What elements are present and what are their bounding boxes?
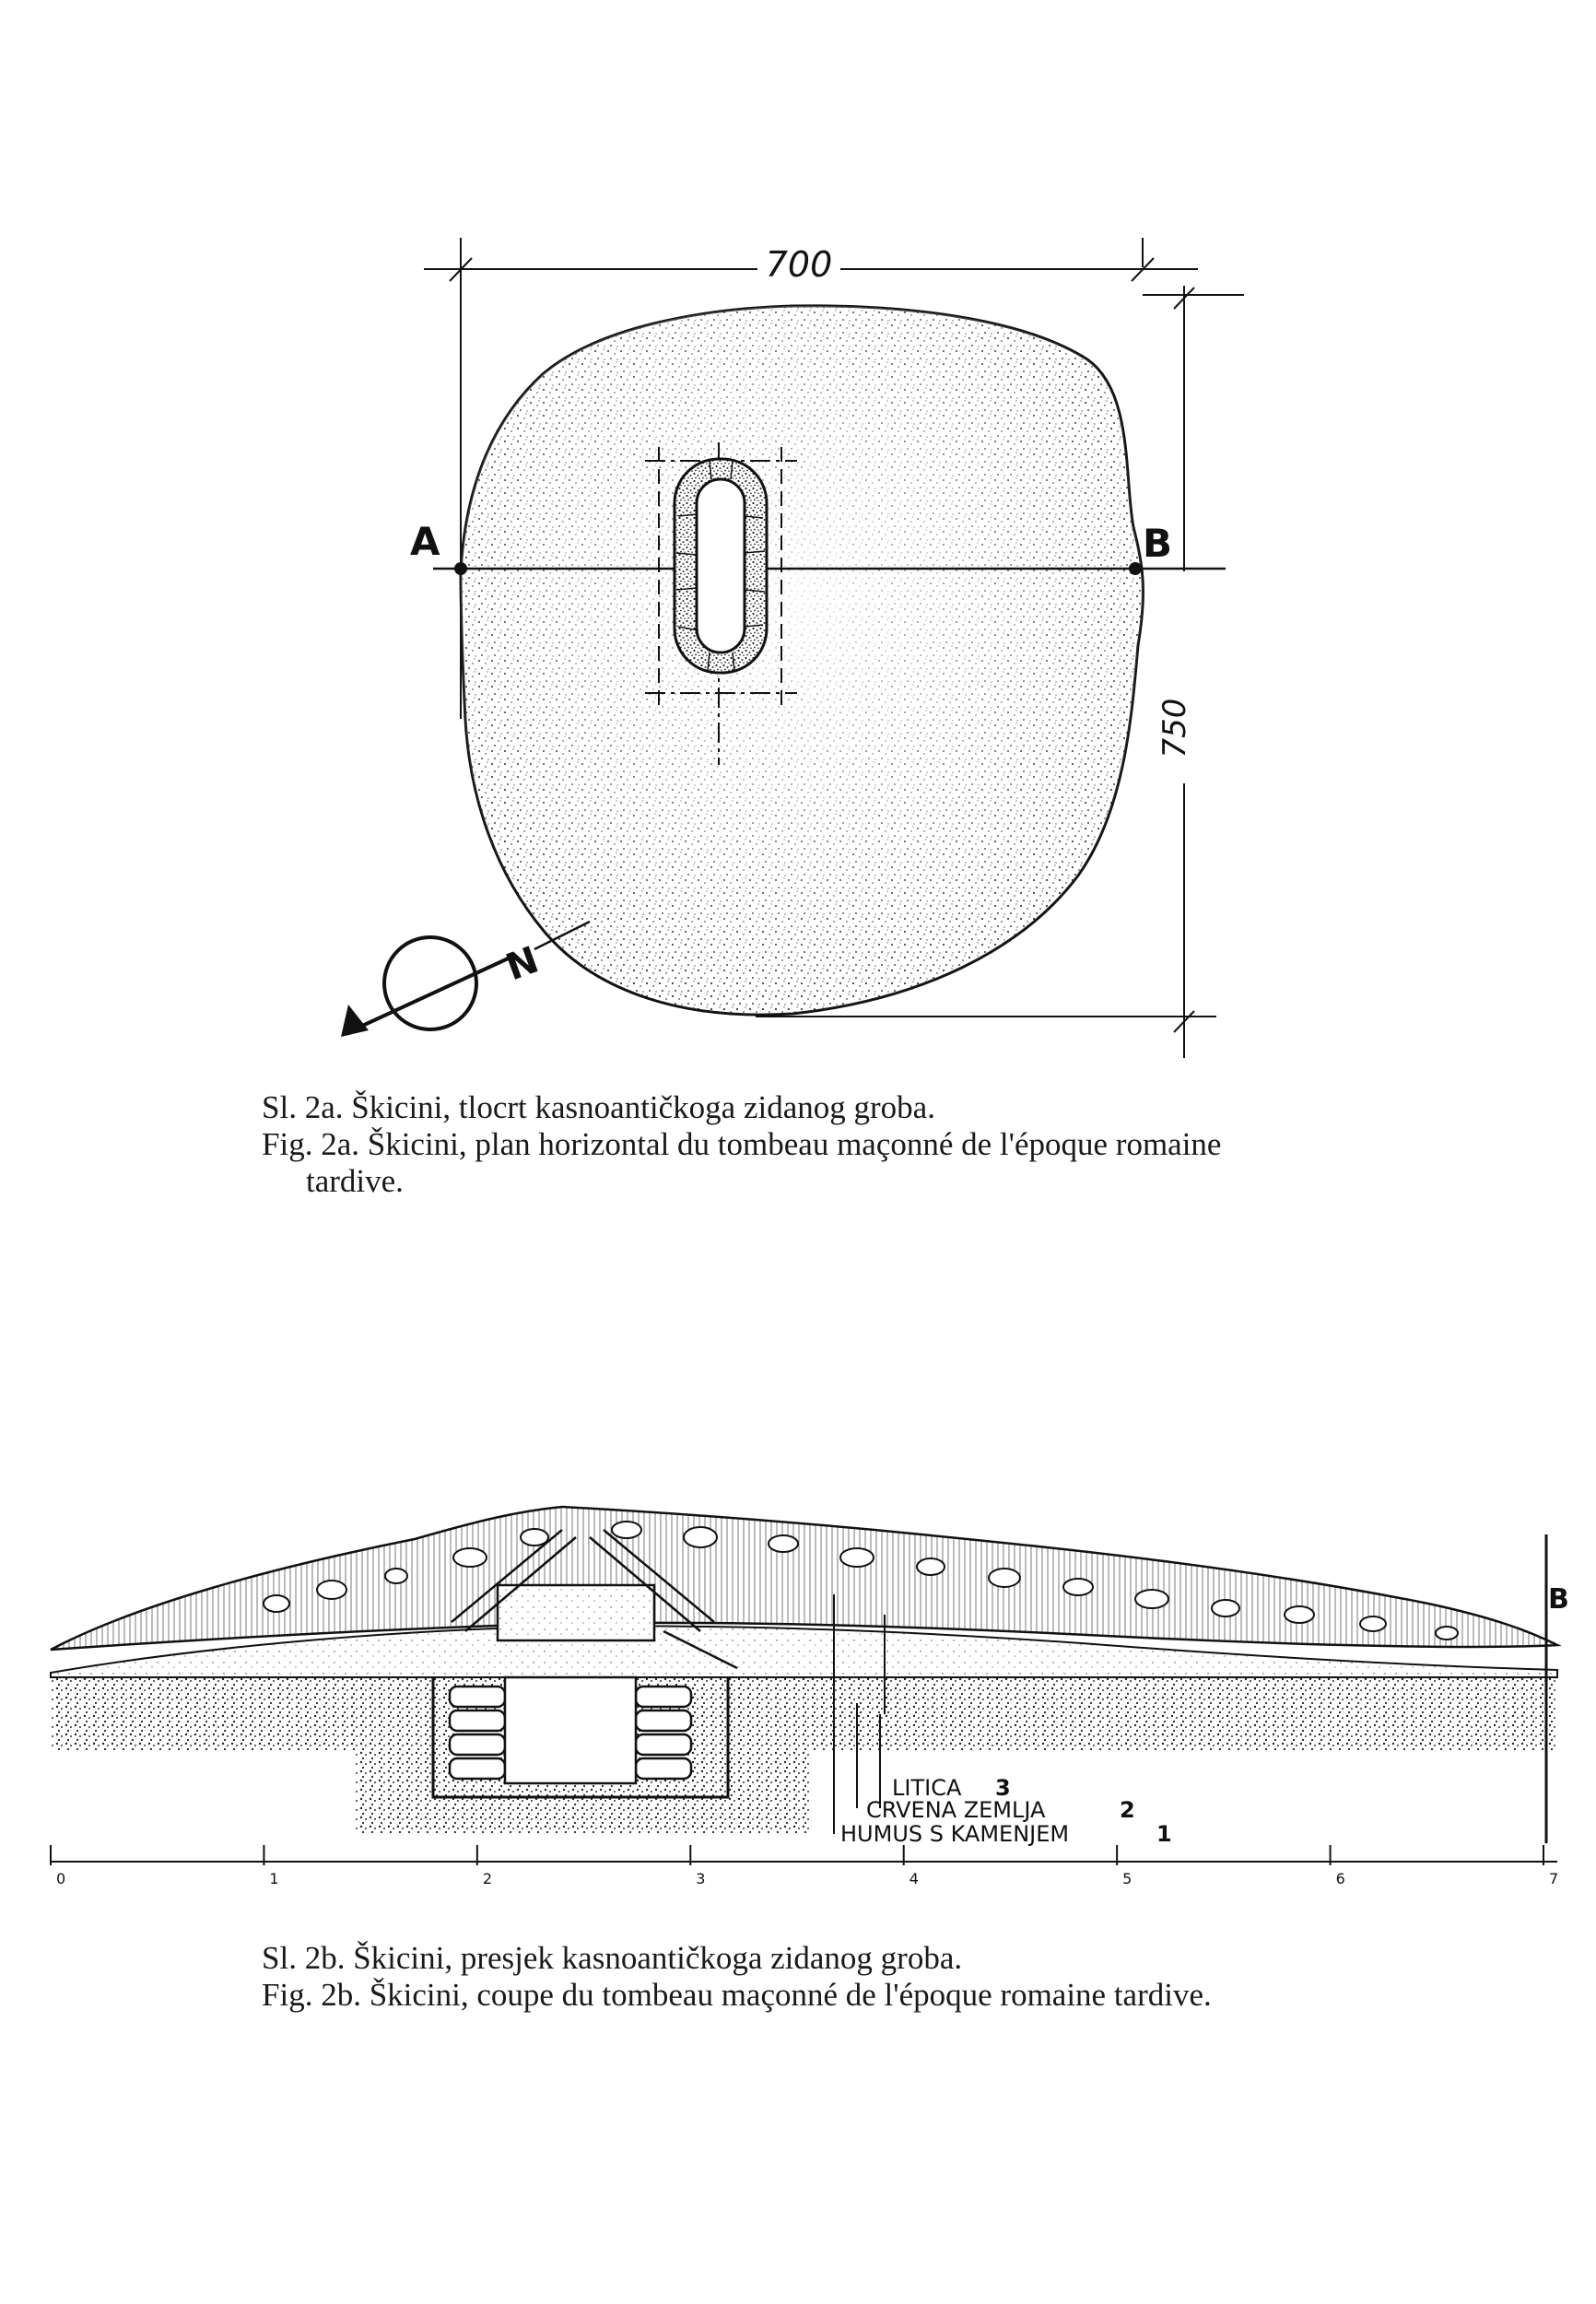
dimension-height-label [1156,682,1202,774]
svg-text:700: 700 [765,244,833,285]
dimension-width-label [757,244,840,286]
scale-tick-label: 4 [909,1870,919,1887]
layer-label-crvena-zemlja: CRVENA ZEMLJA [866,1797,1046,1823]
scale-tick-label: 5 [1122,1870,1132,1887]
scale-tick-label: 6 [1335,1870,1345,1887]
layer-number-3: 3 [995,1775,1011,1801]
point-a-label: A [410,519,440,564]
caption-2b-french: Fig. 2b. Škicini, coupe du tombeau maçonné de l'époque romaine tardive. [262,1977,1212,2013]
north-label: N [500,938,545,990]
scale-ticks [51,1845,1558,1887]
subsoil-layer [51,1673,1557,1834]
figure-2a-plan-drawing [0,0,1596,1087]
scale-tick-label: 3 [696,1870,706,1887]
caption-2b-croatian: Sl. 2b. Škicini, presjek kasnoantičkoga zidanog groba. [262,1940,963,1976]
tomb-stone-frame [675,459,767,673]
layer-number-1: 1 [1156,1821,1172,1847]
scale-tick-label: 1 [269,1870,279,1887]
layer-labels [840,1775,1172,1847]
scale-tick-label: 7 [1549,1870,1559,1887]
caption-fig-2b [262,1940,1212,2014]
scale-bar [51,1845,1558,1887]
layer-label-humus: HUMUS S KAMENJEM [840,1821,1070,1847]
point-b-label: B [1143,521,1173,566]
section-mark-b: B [1548,1583,1569,1616]
scale-tick-label: 2 [482,1870,493,1887]
caption-fig-2a [262,1089,1221,1200]
scale-tick-label: 0 [56,1870,66,1887]
layer-number-2: 2 [1120,1797,1135,1823]
caption-2a-croatian: Sl. 2a. Škicini, tlocrt kasnoantičkoga zidanog groba. [262,1089,935,1125]
caption-2a-french: Fig. 2a. Škicini, plan horizontal du tombeau maçonné de l'époque romaine [262,1126,1222,1162]
svg-text:750: 750 [1156,698,1193,758]
layer-label-litica: LITICA [892,1775,962,1801]
figure-2b-section-drawing [0,1419,1596,1887]
caption-2a-french-cont: tardive. [306,1163,404,1199]
